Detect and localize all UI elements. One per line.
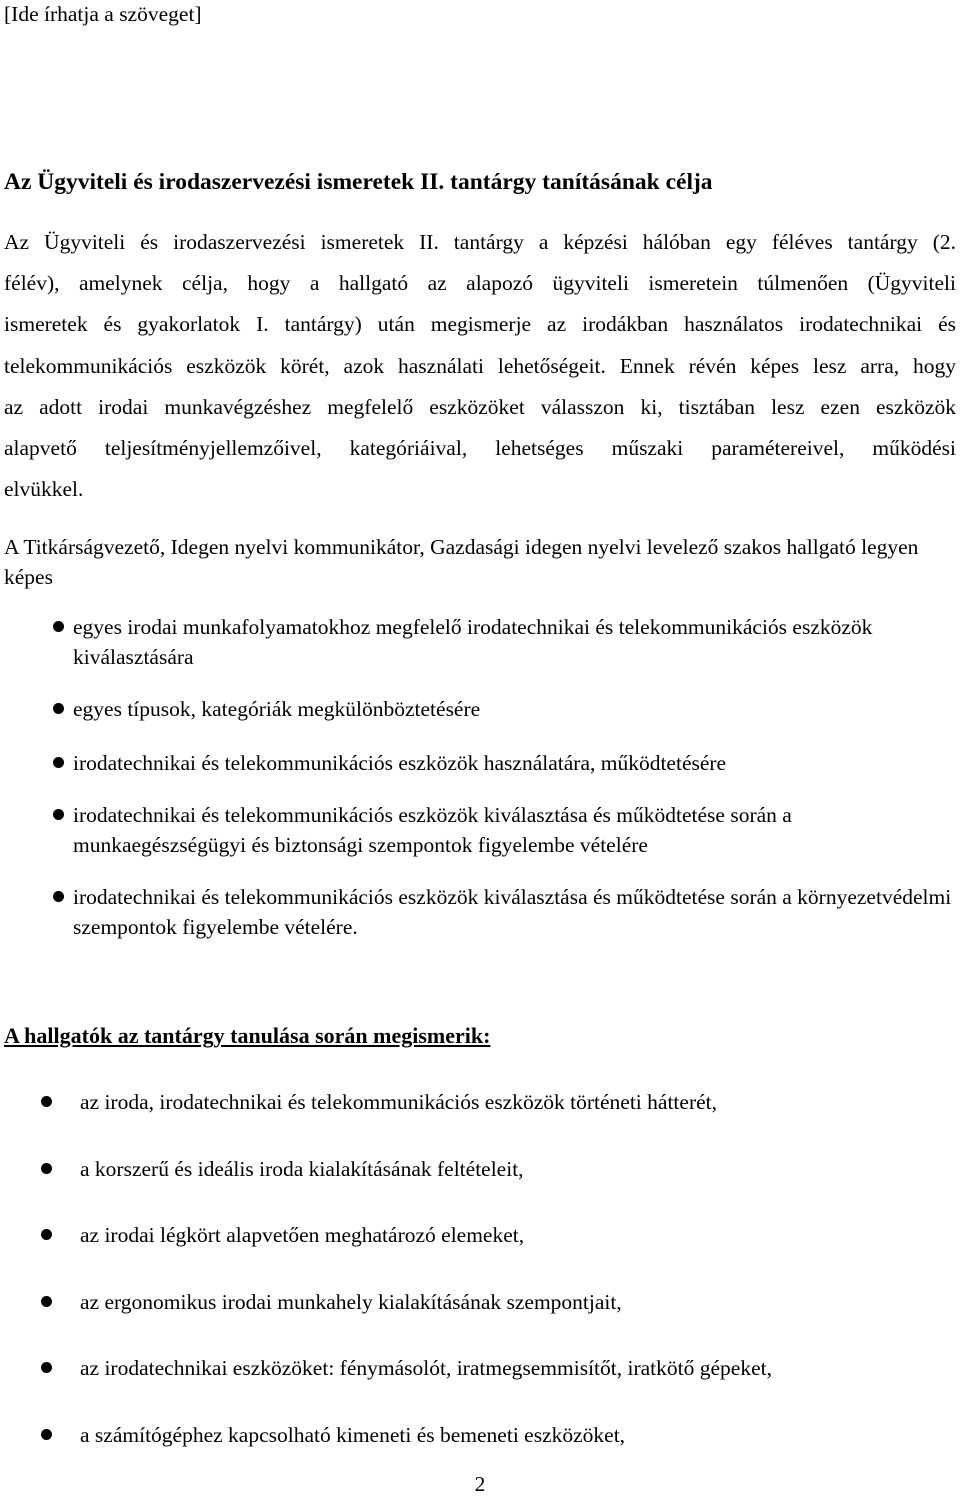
intro-paragraph [4, 222, 956, 510]
list-item [0, 748, 960, 778]
list-item-text: az iroda, irodatechnikai és telekommunikációs eszközök történeti hátterét, [80, 1090, 717, 1114]
intro-line: elvükkel. [4, 477, 84, 502]
bullet-icon [53, 809, 64, 820]
bullet-icon [41, 1429, 52, 1440]
list-item-text: az ergonomikus irodai munkahely kialakításának szempontjait, [80, 1289, 622, 1314]
list-item [0, 1220, 960, 1287]
learn-bullet-list [0, 1087, 960, 1487]
list-item [0, 694, 960, 724]
section-heading: A hallgatók az tantárgy tanulása során megismerik: [4, 1023, 491, 1048]
intro-line: Az Ügyviteli és irodaszervezési ismeretek II. tantárgy a képzési hálóban egy féléves tantárgy (2. [4, 230, 956, 254]
intro-line: az adott irodai munkavégzéshez megfelelő eszközöket válasszon ki, tisztában lesz ezen eszközök [4, 394, 956, 419]
target-paragraph: A Titkárságvezető, Idegen nyelvi kommunikátor, Gazdasági idegen nyelvi levelező szakos hallgató legyen képes [4, 535, 919, 589]
list-item-text: egyes típusok, kategóriák megkülönböztetésére [73, 697, 481, 721]
intro-line: alapvető teljesítményjellemzőivel, kategóriáival, lehetséges műszaki paramétereivel, működési [4, 436, 956, 461]
list-item [0, 1287, 960, 1354]
intro-line: félév), amelynek célja, hogy a hallgató az alapozó ügyviteli ismeretein túlmenően (Ügyviteli [4, 271, 956, 296]
page-number: 2 [474, 1472, 486, 1496]
list-item [0, 1154, 960, 1221]
bullet-icon [53, 703, 64, 714]
bullet-icon [41, 1362, 52, 1373]
target-bullet-list [0, 612, 960, 942]
list-item-text: a számítógéphez kapcsolható kimeneti és bemeneti eszközöket, [80, 1422, 626, 1447]
list-item-text: az irodai légkört alapvetően meghatározó elemeket, [80, 1223, 525, 1248]
bullet-icon [41, 1096, 52, 1107]
list-item-text: a korszerű és ideális iroda kialakításának feltételeit, [80, 1156, 524, 1181]
list-item-text: egyes irodai munkafolyamatokhoz megfelelő irodatechnikai és telekommunikációs eszközök kiválasztására [73, 615, 873, 669]
bullet-icon [41, 1229, 52, 1240]
bullet-icon [53, 621, 64, 632]
list-item-text: irodatechnikai és telekommunikációs eszközök kiválasztása és működtetése során a munkaegészségügyi és biztonsági szempontok figyelembe vételére [73, 803, 792, 857]
list-item [0, 882, 960, 942]
list-item [0, 1353, 960, 1420]
list-item [0, 1087, 960, 1154]
bullet-icon [41, 1163, 52, 1174]
header-placeholder: [Ide írhatja a szöveget] [4, 2, 202, 26]
bullet-icon [53, 757, 64, 768]
bullet-icon [53, 891, 64, 902]
list-item-text: irodatechnikai és telekommunikációs eszközök használatára, működtetésére [73, 751, 727, 775]
list-item [0, 612, 960, 672]
bullet-icon [41, 1296, 52, 1307]
list-item-text: az irodatechnikai eszközöket: fénymásolót, iratmegsemmisítőt, iratkötő gépeket, [80, 1356, 772, 1381]
list-item-text: irodatechnikai és telekommunikációs eszközök kiválasztása és működtetése során a környezetvédelmi szempontok figyelembe vételére. [73, 885, 952, 939]
intro-line: ismeretek és gyakorlatok I. tantárgy) után megismerje az irodákban használatos irodatechnikai és [4, 312, 956, 337]
list-item [0, 800, 960, 860]
intro-line: telekommunikációs eszközök körét, azok használati lehetőségeit. Ennek révén képes lesz arra, hogy [4, 353, 956, 378]
page-title: Az Ügyviteli és irodaszervezési ismeretek II. tantárgy tanításának célja [4, 169, 713, 195]
